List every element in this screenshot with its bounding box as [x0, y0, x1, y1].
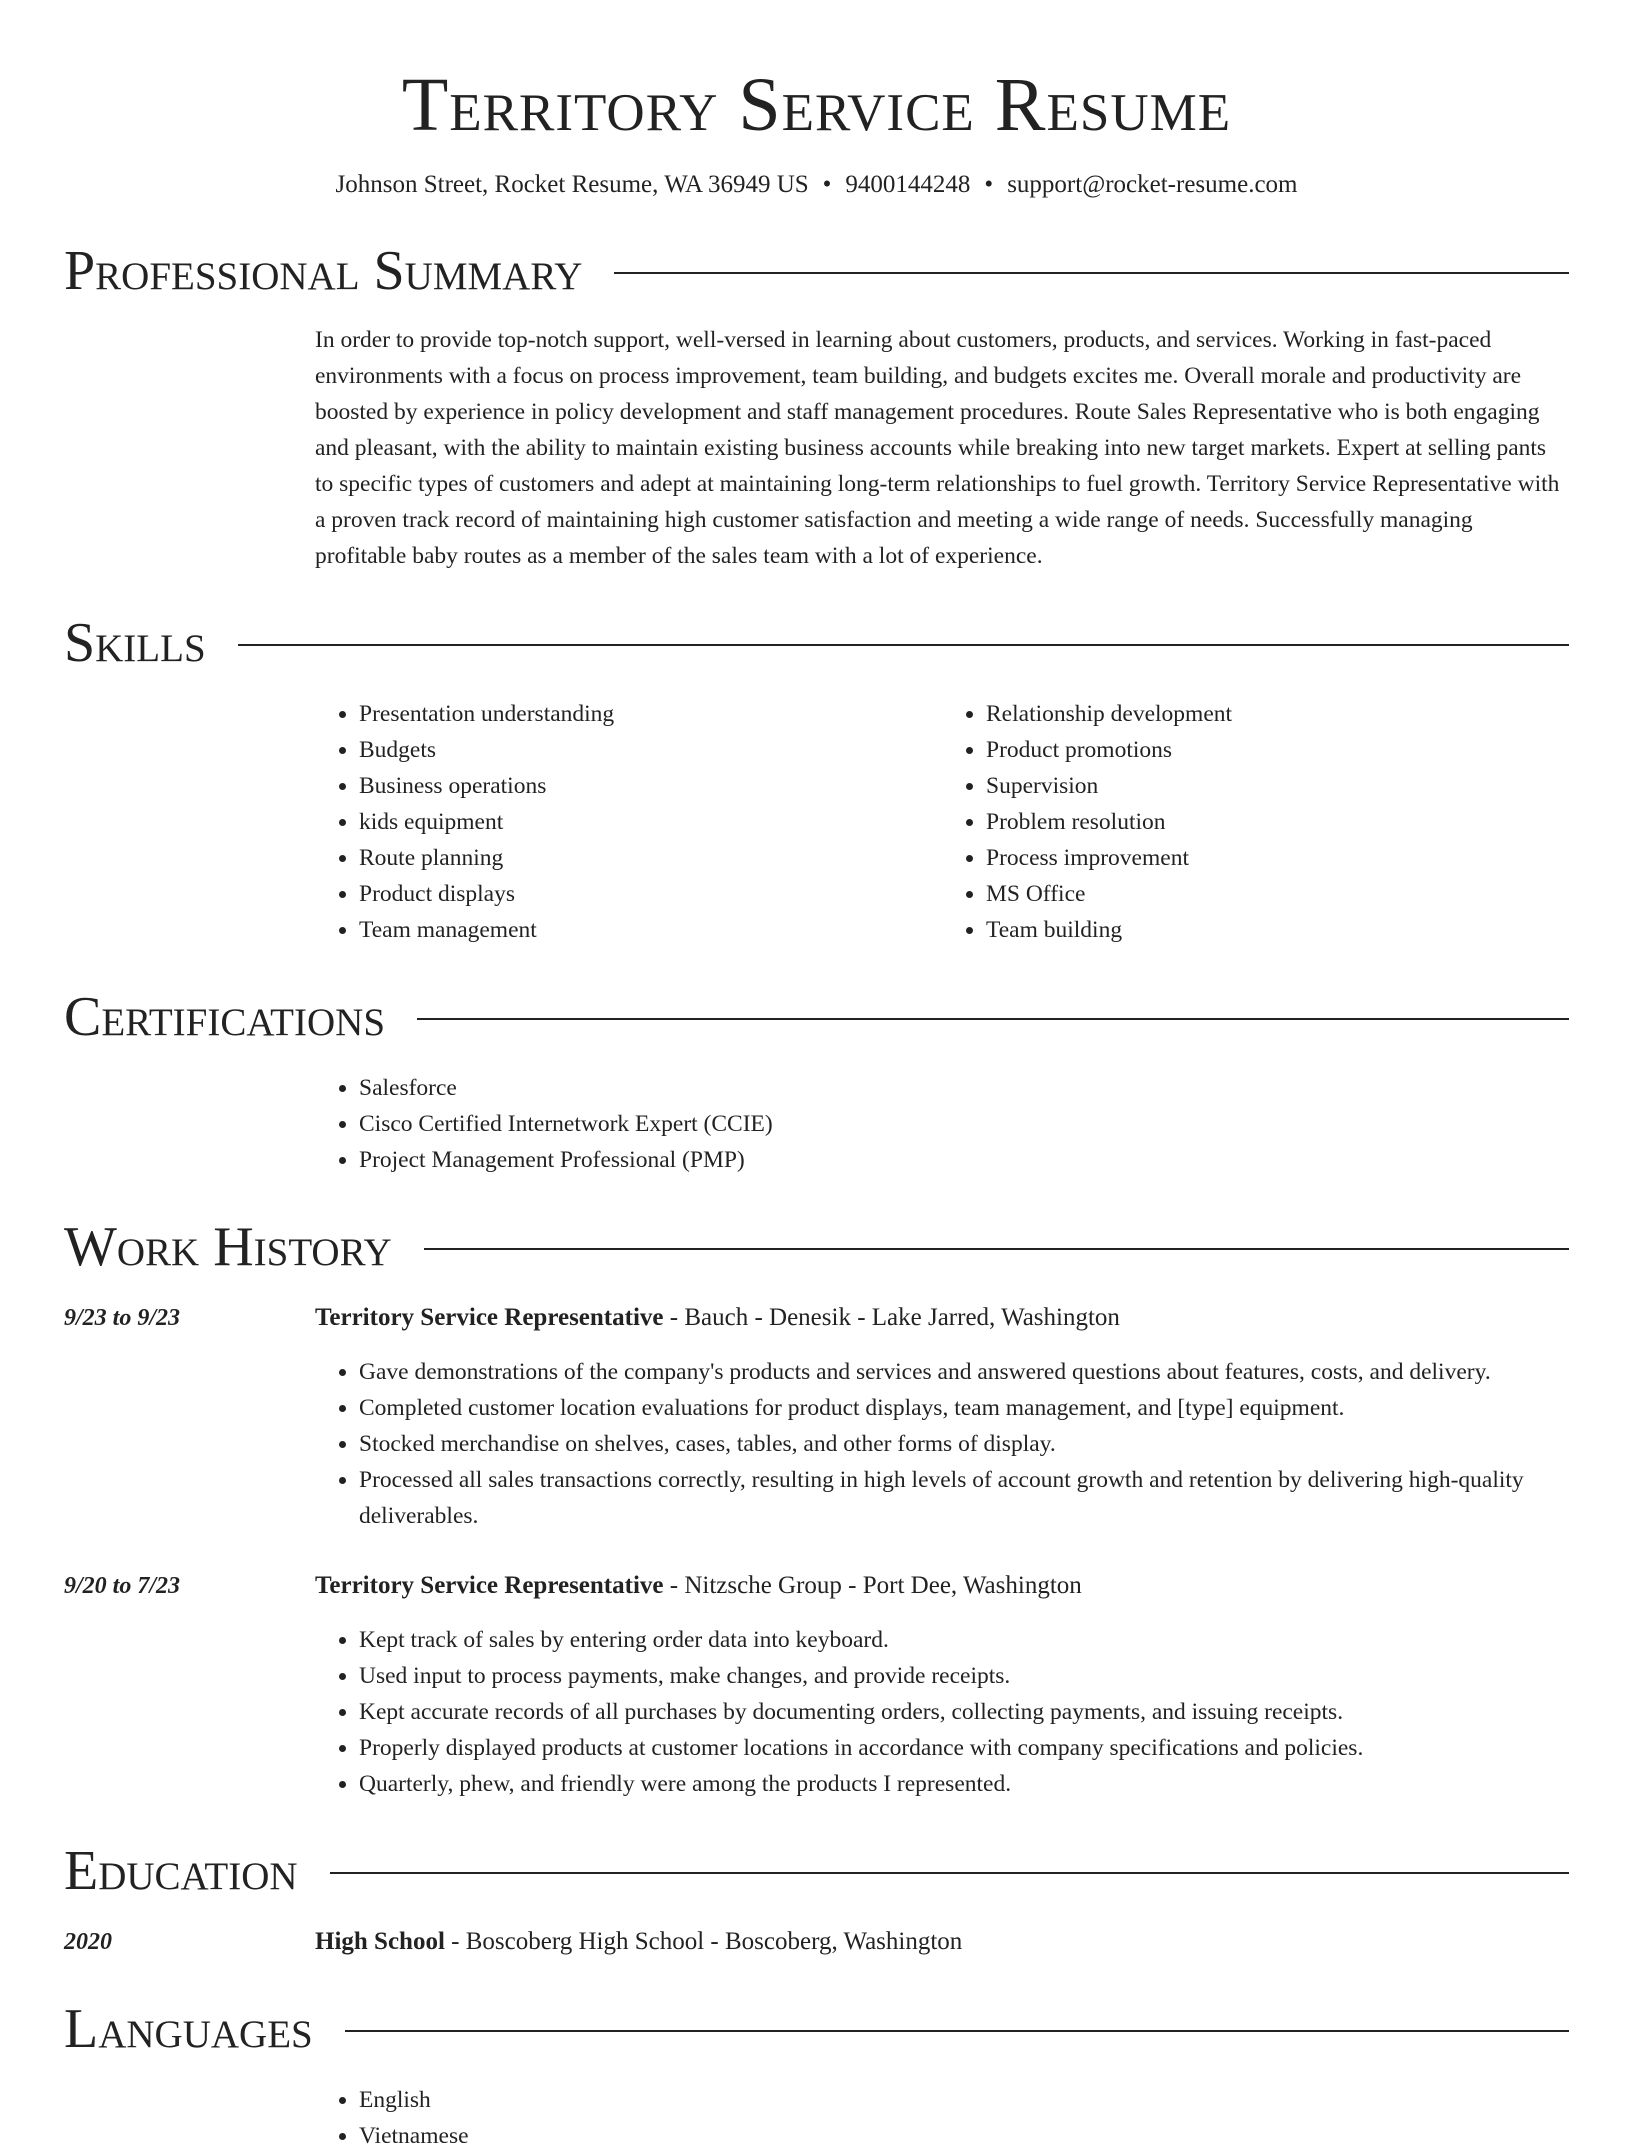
skill-item: • Product promotions	[986, 732, 1569, 768]
summary-section-header	[64, 238, 1569, 304]
certification-item: • Cisco Certified Internetwork Expert (CCIE)	[359, 1106, 1569, 1142]
language-item: • Vietnamese	[359, 2118, 1569, 2154]
skills-column-right	[942, 696, 1569, 948]
skills-section-header	[64, 610, 1569, 676]
contact-phone: 9400144248	[845, 171, 971, 198]
job-bullets	[315, 1622, 1569, 1802]
job-bullet: • Kept track of sales by entering order data into keyboard.	[359, 1622, 1569, 1658]
summary-text: In order to provide top-notch support, well-versed in learning about customers, products, and services. Working in fast-paced environments with a focus on process improvement, team building, and budgets excites me. Overall morale and productivity are boosted by experience in policy development and staff management procedures. Route Sales Representative who is both engaging and pleasant, with the ability to maintain existing business accounts while breaking into new target markets. Expert at selling pants to specific types of customers and adept at maintaining long-term relationships to fuel growth. Territory Service Representative with a proven track record of maintaining high customer satisfaction and meeting a wide range of needs. Successfully managing profitable baby routes as a member of the sales team with a lot of experience.	[315, 327, 1560, 569]
work-history-section-header	[64, 1214, 1569, 1280]
job-title: Territory Service Representative	[315, 1572, 664, 1599]
skill-item: • Business operations	[359, 768, 942, 804]
certification-item: • Salesforce	[359, 1070, 1569, 1106]
job-details	[315, 1300, 1569, 1534]
job-date: 9/20 to 7/23	[64, 1573, 181, 1599]
certifications-list	[315, 1070, 1569, 1178]
work-history-heading: Work History	[64, 1216, 392, 1278]
education-year: 2020	[64, 1929, 112, 1955]
languages-heading: Languages	[64, 1998, 313, 2060]
education-heading: Education	[64, 1840, 298, 1902]
skills-column-left	[315, 696, 942, 948]
contact-line	[64, 168, 1569, 202]
skills-heading: Skills	[64, 612, 206, 674]
job-bullet: • Used input to process payments, make changes, and provide receipts.	[359, 1658, 1569, 1694]
job-date: 9/23 to 9/23	[64, 1305, 181, 1331]
contact-separator: •	[984, 171, 994, 198]
job-title-line	[315, 1568, 1569, 1604]
job-bullet: • Kept accurate records of all purchases by documenting orders, collecting payments, and issuing receipts.	[359, 1694, 1569, 1730]
job-entry	[64, 1568, 1569, 1802]
skills-list	[315, 696, 1569, 948]
job-bullets	[315, 1354, 1569, 1534]
languages-list	[315, 2082, 1569, 2154]
skill-item: • Process improvement	[986, 840, 1569, 876]
skill-item: • Budgets	[359, 732, 942, 768]
skill-item: • Team building	[986, 912, 1569, 948]
job-details	[315, 1568, 1569, 1802]
skill-item: • Supervision	[986, 768, 1569, 804]
education-school: - Boscoberg High School - Boscoberg, Washington	[444, 1928, 963, 1955]
certifications-heading: Certifications	[64, 986, 386, 1048]
skill-item: • Route planning	[359, 840, 942, 876]
job-company: - Nitzsche Group - Port Dee, Washington	[663, 1572, 1082, 1599]
section-divider	[345, 2030, 1569, 2032]
job-bullet: • Completed customer location evaluations for product displays, team management, and [type] equipment.	[359, 1390, 1569, 1426]
contact-separator: •	[822, 171, 832, 198]
education-details	[315, 1924, 962, 1960]
job-company: - Bauch - Denesik - Lake Jarred, Washington	[663, 1304, 1120, 1331]
job-bullet: • Gave demonstrations of the company's products and services and answered questions about features, costs, and delivery.	[359, 1354, 1569, 1390]
section-divider	[238, 644, 1569, 646]
section-divider	[614, 272, 1569, 274]
job-entry	[64, 1300, 1569, 1534]
section-divider	[417, 1018, 1569, 1020]
skill-item: • Problem resolution	[986, 804, 1569, 840]
job-bullet: • Properly displayed products at customer locations in accordance with company specifications and policies.	[359, 1730, 1569, 1766]
languages-section-header	[64, 1996, 1569, 2062]
skill-item: • Presentation understanding	[359, 696, 942, 732]
section-divider	[330, 1872, 1569, 1874]
job-title: Territory Service Representative	[315, 1304, 664, 1331]
job-bullet: • Stocked merchandise on shelves, cases, tables, and other forms of display.	[359, 1426, 1569, 1462]
education-entry	[64, 1924, 1569, 1960]
section-divider	[424, 1248, 1569, 1250]
resume-title: Territory Service Resume	[401, 63, 1232, 147]
certification-item: • Project Management Professional (PMP)	[359, 1142, 1569, 1178]
skill-item: • MS Office	[986, 876, 1569, 912]
job-title-line	[315, 1300, 1569, 1336]
contact-address: Johnson Street, Rocket Resume, WA 36949 US	[335, 171, 809, 198]
contact-email[interactable]: support@rocket-resume.com	[1007, 171, 1298, 198]
summary-heading: Professional Summary	[64, 240, 583, 302]
job-bullet: • Quarterly, phew, and friendly were among the products I represented.	[359, 1766, 1569, 1802]
certifications-section-header	[64, 984, 1569, 1050]
education-degree: High School	[315, 1928, 445, 1955]
job-bullet: • Processed all sales transactions correctly, resulting in high levels of account growth and retention by delivering high-quality deliverables.	[359, 1462, 1569, 1534]
skill-item: • kids equipment	[359, 804, 942, 840]
skill-item: • Product displays	[359, 876, 942, 912]
language-item: • English	[359, 2082, 1569, 2118]
skill-item: • Relationship development	[986, 696, 1569, 732]
education-section-header	[64, 1838, 1569, 1904]
skill-item: • Team management	[359, 912, 942, 948]
